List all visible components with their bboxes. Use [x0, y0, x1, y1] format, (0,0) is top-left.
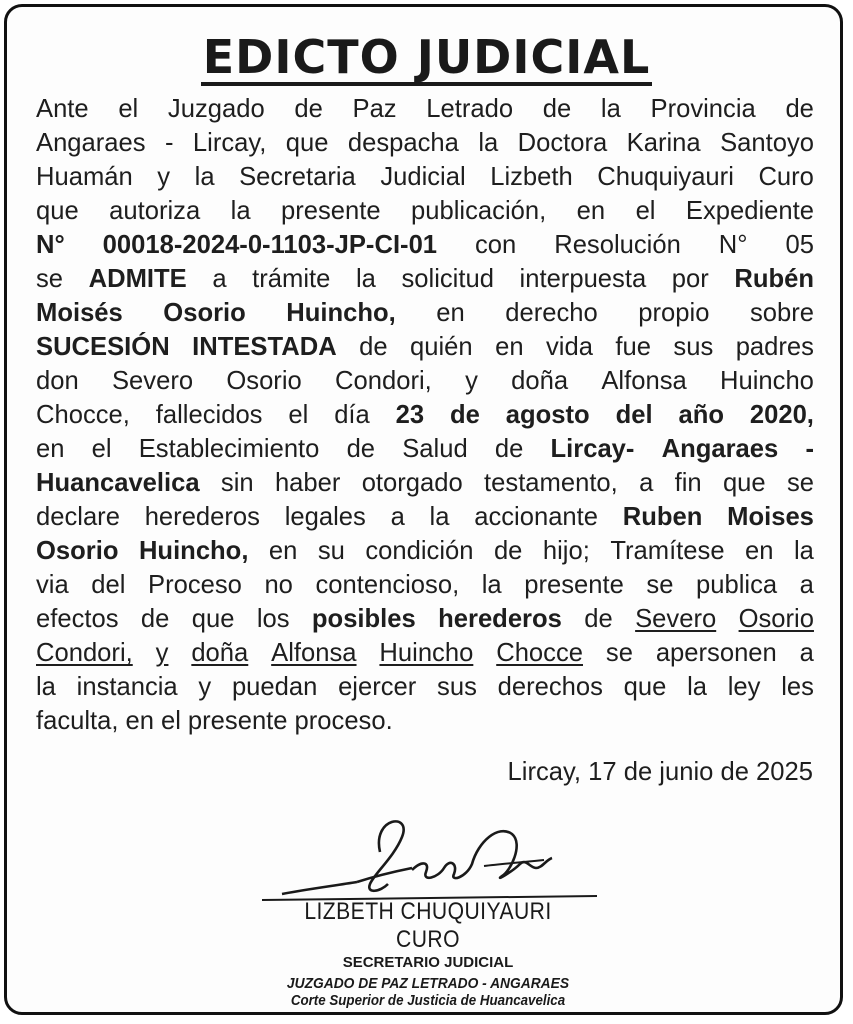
body-word: Condori,	[36, 639, 133, 667]
body-word: agosto	[505, 401, 590, 429]
body-word: legales	[284, 503, 366, 531]
body-word: Tramítese	[610, 537, 725, 565]
body-word: en	[125, 707, 154, 735]
body-word: derecho	[505, 299, 598, 327]
body-word: fin	[674, 469, 702, 497]
body-word: se	[605, 639, 633, 667]
body-word: presente	[281, 197, 381, 225]
body-word: y	[465, 367, 478, 395]
body-word: fallecidos	[155, 401, 263, 429]
body-word: -	[164, 129, 174, 157]
body-word: autoriza	[109, 197, 201, 225]
body-word: Huincho	[379, 639, 474, 667]
body-word: efectos	[36, 605, 119, 633]
body-word: no	[264, 571, 293, 599]
body-word: Lircay-	[550, 435, 635, 463]
body-word: faculta,	[36, 707, 119, 735]
body-word: en	[436, 299, 465, 327]
body-word: testamento,	[484, 469, 618, 497]
body-word: año	[678, 401, 724, 429]
body-word: Alfonsa	[601, 367, 687, 395]
body-word: Huancavelica	[36, 469, 200, 497]
body-word: Doctora	[517, 129, 608, 157]
body-word: Osorio	[36, 537, 119, 565]
body-word: Chocce,	[36, 401, 130, 429]
body-word: presente	[187, 707, 288, 735]
official-stamp	[258, 898, 598, 1009]
body-line	[36, 704, 814, 738]
body-word: sus	[673, 333, 714, 361]
body-word: vida	[546, 333, 593, 361]
body-word: la	[793, 537, 814, 565]
body-word: quién	[410, 333, 473, 361]
body-word: ejercer	[338, 673, 417, 701]
body-word: de	[584, 605, 613, 633]
stamp-corte: Corte Superior de Justicia de Huancavelica	[290, 993, 566, 1009]
body-word: el	[161, 707, 181, 735]
body-word: se	[36, 265, 64, 293]
body-word: que	[623, 673, 667, 701]
body-word: en	[268, 537, 298, 565]
body-line	[36, 364, 814, 398]
body-word: Curo	[758, 163, 814, 191]
body-word: contencioso,	[315, 571, 460, 599]
body-word: 2020,	[749, 401, 814, 429]
body-word: N°	[36, 231, 65, 259]
body-word: de	[294, 95, 323, 123]
handwritten-signature	[262, 812, 602, 902]
body-word: a	[799, 639, 814, 667]
body-word: ADMITE	[88, 265, 187, 293]
body-word: trámite	[252, 265, 331, 293]
body-word: de	[785, 95, 814, 123]
body-word: Ante	[36, 95, 89, 123]
body-word: instancia	[76, 673, 178, 701]
body-line	[36, 398, 814, 432]
stamp-court: JUZGADO DE PAZ LETRADO - ANGARAES	[286, 975, 570, 992]
body-line	[36, 500, 814, 534]
body-word: ley	[727, 673, 761, 701]
body-word: Judicial	[380, 163, 466, 191]
body-word: a	[799, 571, 814, 599]
edict-body	[36, 92, 814, 738]
body-word: la	[36, 673, 56, 701]
body-word: declare	[36, 503, 120, 531]
body-line	[36, 466, 814, 500]
body-word: interpuesta	[519, 265, 647, 293]
body-word: Juzgado	[167, 95, 265, 123]
body-word: Secretaria	[239, 163, 356, 191]
body-word: sobre	[749, 299, 814, 327]
body-line	[36, 228, 814, 262]
body-word: el	[288, 401, 309, 429]
body-word: del	[91, 571, 126, 599]
body-word: y	[155, 639, 169, 667]
body-word: puedan	[231, 673, 318, 701]
body-line	[36, 160, 814, 194]
body-word: herederos	[144, 503, 260, 531]
body-word: de	[346, 435, 376, 463]
body-word: Angaraes	[661, 435, 779, 463]
body-word: Chuquiyauri	[597, 163, 734, 191]
body-word: en	[745, 537, 774, 565]
body-line	[36, 126, 814, 160]
body-word: Osorio	[226, 367, 302, 395]
body-word: en	[495, 333, 524, 361]
body-word: 23	[395, 401, 425, 429]
body-word: los	[256, 605, 290, 633]
body-word: -	[805, 435, 814, 463]
body-word: la	[194, 163, 215, 191]
body-word: solicitud	[401, 265, 494, 293]
body-word: la	[355, 265, 376, 293]
body-word: derechos	[497, 673, 603, 701]
body-word: SUCESIÓN	[36, 333, 170, 361]
body-word: Lizbeth	[490, 163, 573, 191]
body-word: les	[781, 673, 814, 701]
page-title: EDICTO JUDICIAL	[202, 30, 651, 84]
body-line	[36, 92, 814, 126]
body-word: haber	[274, 469, 341, 497]
body-line	[36, 432, 814, 466]
body-word: la	[429, 503, 450, 531]
stamp-role: SECRETARIO JUDICIAL	[342, 954, 514, 971]
body-word: día	[334, 401, 370, 429]
body-word: Letrado	[426, 95, 514, 123]
body-word: otorgado	[361, 469, 463, 497]
body-word: publicación,	[411, 197, 547, 225]
body-line	[36, 636, 814, 670]
body-word: Huincho,	[138, 537, 249, 565]
body-word: INTESTADA	[192, 333, 337, 361]
body-word: Chocce	[496, 639, 583, 667]
body-word: de	[450, 401, 480, 429]
body-word: don	[36, 367, 79, 395]
body-word: el	[118, 95, 139, 123]
body-word: accionante	[474, 503, 599, 531]
body-word: de	[493, 537, 523, 565]
body-word: de	[140, 605, 170, 633]
body-word: se	[646, 571, 674, 599]
body-word: Severo	[111, 367, 194, 395]
body-word: 05	[785, 231, 814, 259]
stamp-name: LIZBETH CHUQUIYAURI CURO	[304, 898, 552, 953]
body-word: la	[687, 673, 707, 701]
body-word: que	[285, 129, 329, 157]
body-word: Provincia	[650, 95, 756, 123]
body-word: doña	[191, 639, 249, 667]
body-word: de	[494, 435, 524, 463]
body-word: el	[635, 197, 656, 225]
body-word: apersonen	[655, 639, 777, 667]
body-word: Proceso	[148, 571, 242, 599]
body-word: por	[671, 265, 709, 293]
body-word: Huincho,	[286, 299, 396, 327]
body-word: propio	[638, 299, 710, 327]
body-word: Huincho	[720, 367, 814, 395]
body-word: doña	[511, 367, 569, 395]
body-word: que	[722, 469, 766, 497]
body-word: y	[198, 673, 212, 701]
body-word: Rubén	[734, 265, 814, 293]
body-word: Huamán	[36, 163, 133, 191]
body-word: Establecimiento	[138, 435, 320, 463]
body-word: 00018-2024-0-1103-JP-CI-01	[102, 231, 438, 259]
body-word: Lircay,	[192, 129, 267, 157]
body-word: sin	[220, 469, 254, 497]
body-word: hijo;	[542, 537, 590, 565]
body-word: Resolución	[554, 231, 681, 259]
body-word: via	[36, 571, 69, 599]
body-word: Salud	[402, 435, 468, 463]
body-word: Osorio	[738, 605, 814, 633]
body-word: la	[478, 129, 499, 157]
body-word: Moises	[727, 503, 814, 531]
body-word: herederos	[438, 605, 562, 633]
body-word: Ruben	[622, 503, 703, 531]
body-word: Santoyo	[720, 129, 814, 157]
body-word: la	[481, 571, 502, 599]
body-word: se	[786, 469, 814, 497]
body-line	[36, 296, 814, 330]
body-word: fue	[615, 333, 651, 361]
body-word: a	[212, 265, 227, 293]
body-word: Condori,	[335, 367, 432, 395]
body-word: la	[600, 95, 621, 123]
body-word: proceso.	[294, 707, 393, 735]
body-word: con	[475, 231, 517, 259]
body-line	[36, 534, 814, 568]
body-word: Karina	[626, 129, 701, 157]
body-word: el	[91, 435, 112, 463]
body-word: posibles	[311, 605, 416, 633]
body-word: que	[191, 605, 235, 633]
body-word: a	[390, 503, 405, 531]
body-word: del	[615, 401, 653, 429]
body-word: presente	[524, 571, 624, 599]
body-word: de	[542, 95, 572, 123]
body-word: N°	[718, 231, 748, 259]
body-word: en	[36, 435, 65, 463]
body-word: y	[157, 163, 171, 191]
body-word: Severo	[635, 605, 717, 633]
body-word: su	[317, 537, 345, 565]
body-word: de	[359, 333, 388, 361]
body-word: Expediente	[685, 197, 814, 225]
body-line	[36, 330, 814, 364]
body-word: en	[576, 197, 606, 225]
body-line	[36, 194, 814, 228]
body-word: Moisés	[36, 299, 123, 327]
body-word: Osorio	[163, 299, 246, 327]
body-word: la	[230, 197, 251, 225]
edict-date: Lircay, 17 de junio de 2025	[507, 758, 813, 786]
body-word: publica	[696, 571, 778, 599]
body-word: despacha	[347, 129, 459, 157]
body-word: Angaraes	[36, 129, 146, 157]
body-line	[36, 568, 814, 602]
body-word: padres	[735, 333, 814, 361]
body-word: Alfonsa	[271, 639, 357, 667]
body-word: a	[639, 469, 654, 497]
body-word: condición	[365, 537, 474, 565]
body-line	[36, 670, 814, 704]
body-line	[36, 262, 814, 296]
body-word: Paz	[352, 95, 397, 123]
body-word: que	[36, 197, 79, 225]
body-line	[36, 602, 814, 636]
body-word: sus	[437, 673, 477, 701]
